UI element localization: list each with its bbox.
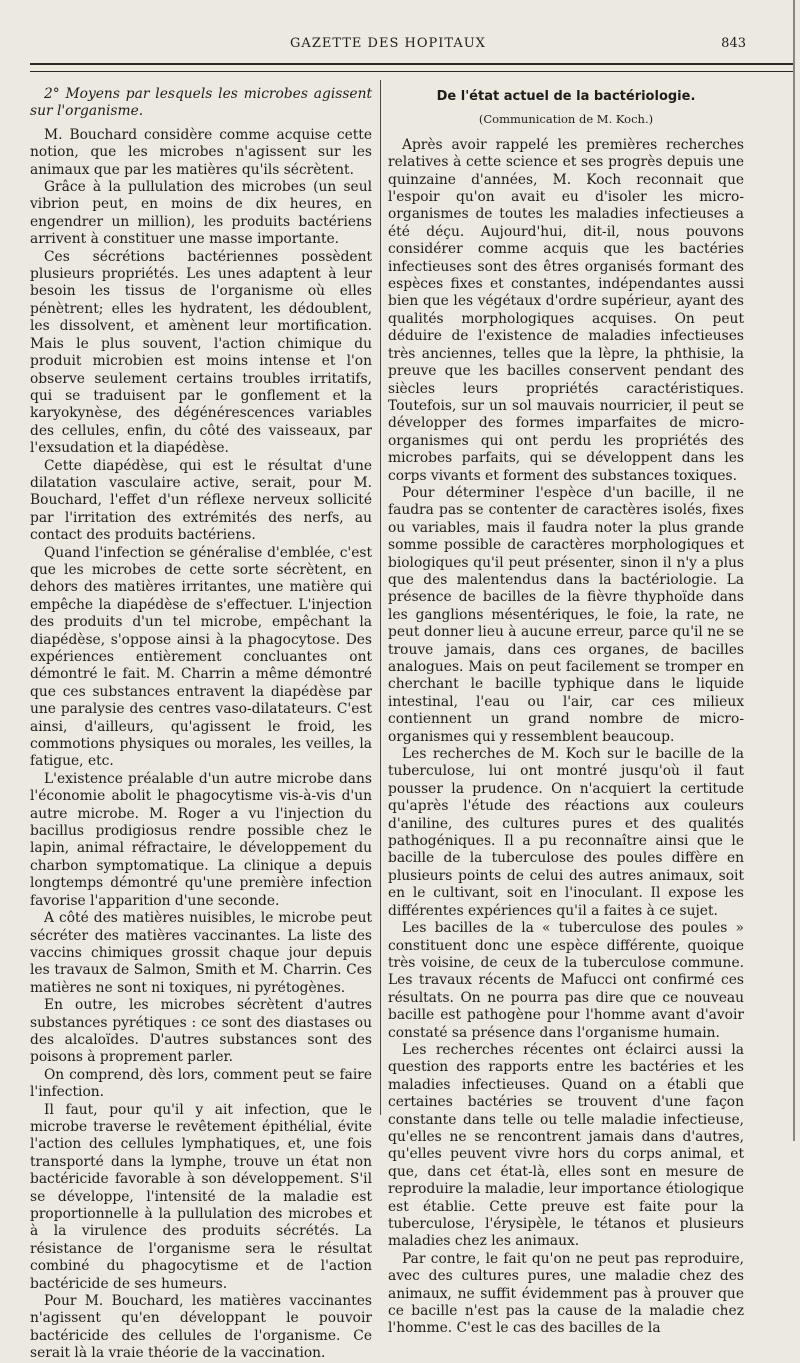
- section-heading: 2° Moyens par lesquels les microbes agissent sur l'organisme.: [30, 86, 372, 120]
- paragraph: Par contre, le fait qu'on ne peut pas reproduire, avec des cultures pures, une maladie chez des animaux, ne suffit évidemment pas à prouver que ce bacille n'est pas la cause de la maladie chez l'homme. C'est le cas des bacilles de la: [388, 1250, 744, 1337]
- paragraph: Cette diapédèse, qui est le résultat d'une dilatation vasculaire active, serait, pour M. Bouchard, l'effet d'un réflexe nerveux sollicité par l'irritation des extrémités des nerfs, au contact des produits bactériens.: [30, 457, 372, 544]
- paragraph: Quand l'infection se généralise d'emblée, c'est que les microbes de cette sorte sécrètent, en dehors des matières irritantes, une matière qui empêche la diapédèse de s'effectuer. L'injection des produits d'un tel microbe, empêchant la diapédèse, s'oppose ainsi à la phagocytose. Des expériences entièrement concluantes ont démontré le fait. M. Charrin a même démontré que ces substances entravent la diapédèse par une paralysie des centres vaso-dilatateurs. C'est ainsi, d'ailleurs, qu'agissent le froid, les commotions physiques ou morales, les veilles, la fatigue, etc.: [30, 544, 372, 770]
- left-column: [30, 86, 372, 1363]
- paragraph: M. Bouchard considère comme acquise cette notion, que les microbes n'agissent sur les animaux que par les matières qu'ils sécrètent.: [30, 126, 372, 178]
- paragraph: On comprend, dès lors, comment peut se faire l'infection.: [30, 1066, 372, 1101]
- paragraph: A côté des matières nuisibles, le microbe peut sécréter des matières vaccinantes. La liste des vaccins chimiques grossit chaque jour depuis les travaux de Salmon, Smith et M. Charrin. Ces matières ne sont ni toxiques, ni pyrétogènes.: [30, 910, 372, 996]
- paragraph: Pour M. Bouchard, les matières vaccinantes n'agissent qu'en développant le pouvoir bactéricide des cellules de l'organisme. Ce serait là la vraie théorie de la vaccination.: [30, 1293, 372, 1362]
- header-rule-thick: [30, 63, 793, 65]
- paragraph: En outre, les microbes sécrètent d'autres substances pyrétiques : ce sont des diastases ou des alcaloïdes. D'autres substances sont des poisons à proprement parler.: [30, 997, 372, 1066]
- page-number: 843: [721, 36, 746, 51]
- header-rule-thin: [30, 71, 793, 72]
- paragraph: Les recherches de M. Koch sur le bacille de la tuberculose, lui ont montré jusqu'où il faut pousser la prudence. On n'acquiert la certitude qu'après l'étude des réactions aux couleurs d'aniline, des cultures pures et des qualités pathogéniques. Il a pu reconnaître ainsi que le bacille de la tuberculose des poules diffère en plusieurs points de celui des autres animaux, soit en le cultivant, soit en l'inoculant. Il expose les différentes expériences qu'il a faites à ce sujet.: [388, 746, 744, 919]
- paragraph: L'existence préalable d'un autre microbe dans l'économie abolit le phagocytisme vis-à-vis d'un autre microbe. M. Roger a vu l'injection du bacillus prodigiosus rendre possible chez le lapin, animal réfractaire, le développement du charbon symptomatique. La clinique a depuis longtemps démontré qu'une première infection favorise l'apparition d'une seconde.: [30, 770, 372, 909]
- running-title: GAZETTE DES HOPITAUX: [290, 36, 486, 51]
- paragraph: Les bacilles de la « tuberculose des poules » constituent donc une espèce différente, quoique très voisine, de ceux de la tuberculose commune. Les travaux récents de Mafucci ont confirmé ces résultats. On ne pourra pas dire que ce nouveau bacille est pathogène pour l'homme avant d'avoir constaté sa présence dans l'organisme humain.: [388, 920, 744, 1041]
- right-column: [388, 88, 744, 1338]
- article-subtitle: (Communication de M. Koch.): [478, 112, 654, 127]
- paragraph: Grâce à la pullulation des microbes (un seul vibrion peut, en moins de dix heures, en engendrer un million), les produits bactériens arrivent à constituer une masse importante.: [30, 179, 372, 248]
- article-title: De l'état actuel de la bactériologie.: [436, 89, 696, 104]
- paragraph: Ces sécrétions bactériennes possèdent plusieurs propriétés. Les unes adaptent à leur besoin les tissus de l'organisme où elles pénètrent; elles les hydratent, les dédoublent, les dissolvent, et amènent leur mortification. Mais le plus souvent, l'action chimique du produit microbien est moins intense et l'on observe seulement certains troubles irritatifs, qui se traduisent par le gonflement et la karyokynèse, des dégénérescences variables des cellules, enfin, du côté des vaisseaux, par l'exsudation et la diapédèse.: [30, 248, 372, 457]
- paragraph: Les recherches récentes ont éclairci aussi la question des rapports entre les bactéries et les maladies infectieuses. Quand on a établi que certaines bactéries se trouvent d'une façon constante dans telle ou telle maladie infectieuse, qu'elles ne se rencontrent jamais dans d'autres, qu'elles peuvent vivre hors du corps animal, et que, dans cet état-là, elles sont en mesure de reproduire la maladie, leur importance étiologique est établie. Cette preuve est faite pour la tuberculose, l'érysipèle, le tétanos et plusieurs maladies chez les animaux.: [388, 1041, 744, 1250]
- column-divider: [380, 80, 381, 1115]
- paragraph: Pour déterminer l'espèce d'un bacille, il ne faudra pas se contenter de caractères isolés, fixes ou variables, mais il faudra noter la plus grande somme possible de caractères morphologiques et biologiques qu'il peut présenter, sinon il n'y a plus que des malentendus dans la bactériologie. La présence de bacilles de la fièvre thyphoïde dans les ganglions mésentériques, le foie, la rate, ne peut donner lieu à aucune erreur, parce qu'il ne se trouve jamais, dans ces organes, de bacilles analogues. Mais on peut facilement se tromper en cherchant le bacille typhique dans le liquide intestinal, l'eau ou l'air, car ces milieux contiennent un grand nombre de micro-organismes qui y ressemblent beaucoup.: [388, 484, 744, 745]
- page-header: [30, 36, 746, 58]
- page-edge: [793, 0, 795, 1141]
- paragraph: Après avoir rappelé les premières recherches relatives à cette science et ses progrès depuis une quinzaine d'années, M. Koch reconnait que l'espoir qu'on avait eu d'isoler les micro-organismes de toutes les maladies infectieuses a été déçu. Aujourd'hui, dit-il, nous pouvons considérer comme acquis que les bactéries infectieuses sont des êtres organisés formant des espèces fixes et constantes, indépendantes aussi bien que les végétaux d'ordre supérieur, ayant des qualités morphologiques acquises. On peut déduire de l'existence de maladies infectieuses très anciennes, telles que la lèpre, la phthisie, la preuve que les bacilles conservent pendant des siècles leurs propriétés caractéristiques. Toutefois, sur un sol mauvais nourricier, il peut se développer des formes imparfaites de micro-organismes qui ont perdu les propriétés des microbes parfaits, qui se développent dans les corps vivants et forment des substances toxiques.: [388, 136, 744, 484]
- paragraph: Il faut, pour qu'il y ait infection, que le microbe traverse le revêtement épithélial, évite l'action des cellules lymphatiques, et, une fois transporté dans la lymphe, trouve un état non bactéricide favorable à son développement. S'il se développe, l'intensité de la maladie est proportionnelle à la pullulation des microbes et à la virulence des produits sécrétés. La résistance de l'organisme sera le résultat combiné du phagocytisme et de l'action bactéricide de ses humeurs.: [30, 1101, 372, 1292]
